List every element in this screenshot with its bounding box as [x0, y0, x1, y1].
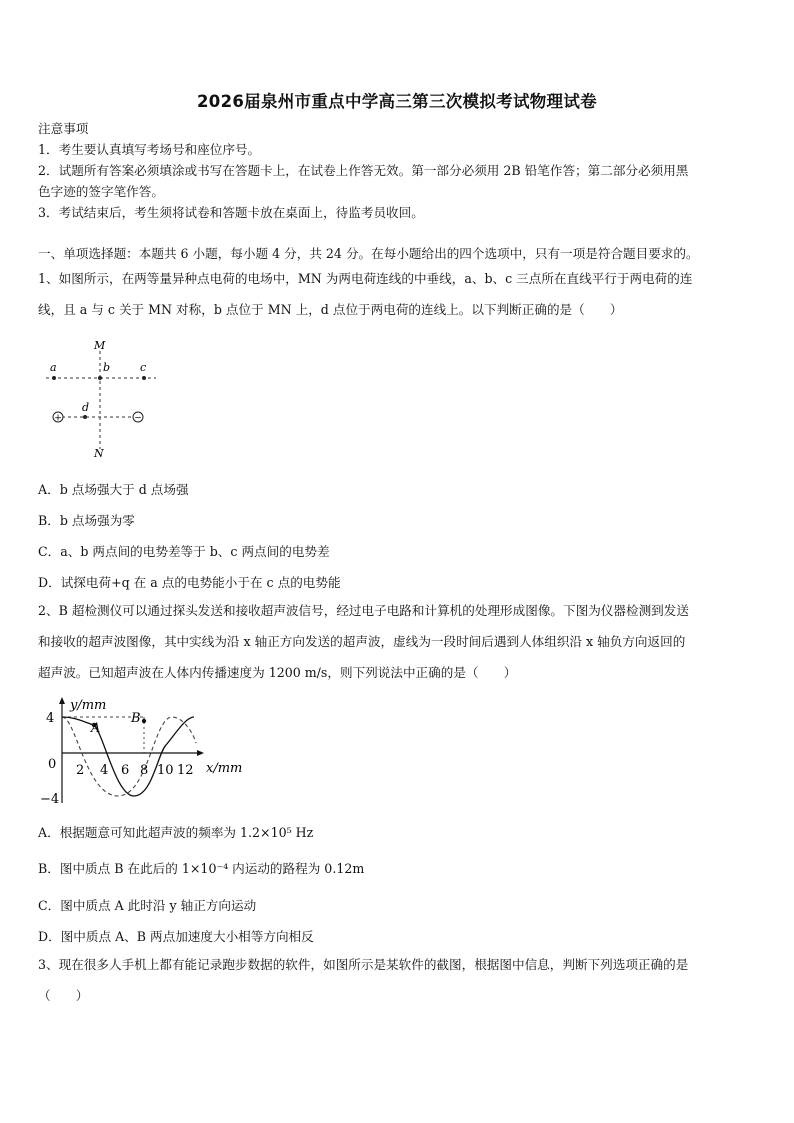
q3-stem-line1: 3、现在很多人手机上都有能记录跑步数据的软件，如图所示是某软件的截图，根据图中信息，判断下列选项正确的是: [38, 957, 689, 972]
label-d: d: [82, 401, 90, 414]
q3-stem-line2: （ ）: [38, 988, 89, 1003]
xtick-6: 6: [121, 763, 130, 778]
label-a: a: [50, 361, 57, 374]
ytick-0: 0: [48, 757, 57, 772]
q2-stem-line3: 超声波。已知超声波在人体内传播速度为 1200 m/s，则下列说法中正确的是（ ）: [38, 665, 517, 680]
q2-option-b[interactable]: B．图中质点 B 在此后的 1×10⁻⁴ 内运动的路程为 0.12m: [38, 861, 365, 876]
xtick-4: 4: [100, 763, 109, 778]
xtick-12: 12: [177, 763, 194, 778]
q1-option-a[interactable]: A．b 点场强大于 d 点场强: [38, 482, 189, 497]
q2-option-c[interactable]: C．图中质点 A 此时沿 y 轴正方向运动: [38, 898, 257, 913]
q1-option-b[interactable]: B．b 点场强为零: [38, 513, 135, 528]
q1-stem-line1: 1、如图所示，在两等量异种点电荷的电场中，MN 为两电荷连线的中垂线，a、b、c 三点所在直线平行于两电荷的连: [38, 271, 693, 286]
xtick-10: 10: [157, 763, 174, 778]
xtick-2: 2: [76, 763, 85, 778]
point-c: [142, 376, 146, 380]
notice-heading: 注意事项: [38, 121, 89, 136]
q2-wave-graph: [36, 695, 251, 807]
point-d: [83, 415, 87, 419]
label-N: N: [94, 447, 104, 460]
plus-sign: +: [54, 413, 62, 424]
sent-wave: [62, 717, 194, 796]
label-b: b: [103, 361, 111, 374]
point-B: [142, 719, 146, 723]
label-B: B: [131, 711, 141, 726]
notice-item-3: 3．考试结束后，考生须将试卷和答题卡放在桌面上，待监考员收回。: [38, 205, 424, 220]
reflected-wave: [62, 717, 196, 796]
y-axis-label: y/mm: [70, 698, 107, 713]
notice-item-2-cont: 色字迹的签字笔作答。: [38, 184, 164, 199]
q1-stem-line2: 线，且 a 与 c 关于 MN 对称，b 点位于 MN 上，d 点位于两电荷的连线上。以下判断正确的是（ ）: [38, 302, 623, 317]
notice-item-1: 1．考生要认真填写考场号和座位序号。: [38, 142, 261, 157]
ytick-4: 4: [46, 711, 55, 726]
point-a: [52, 376, 56, 380]
label-c: c: [140, 361, 147, 374]
q2-option-a[interactable]: A．根据题意可知此超声波的频率为 1.2×10⁵ Hz: [38, 825, 314, 840]
q1-field-figure: [40, 333, 170, 463]
point-b: [98, 376, 102, 380]
notice-item-2: 2．试题所有答案必须填涂或书写在答题卡上，在试卷上作答无效。第一部分必须用 2B 铅笔作答；第二部分必须用黑: [38, 163, 689, 178]
label-M: M: [94, 339, 106, 352]
q2-stem-line1: 2、B 超检测仪可以通过探头发送和接收超声波信号，经过电子电路和计算机的处理形成图像。下图为仪器检测到发送: [38, 603, 689, 618]
x-axis-arrow: [197, 750, 204, 756]
minus-sign: −: [134, 413, 142, 424]
xtick-8: 8: [140, 763, 149, 778]
exam-title: 2026届泉州市重点中学高三第三次模拟考试物理试卷: [197, 92, 597, 111]
q1-option-d[interactable]: D．试探电荷+q 在 a 点的电势能小于在 c 点的电势能: [38, 575, 341, 590]
y-axis-arrow: [59, 697, 65, 704]
section-heading: 一、单项选择题：本题共 6 小题，每小题 4 分，共 24 分。在每小题给出的四个选项中，只有一项是符合题目要求的。: [38, 246, 699, 261]
ytick-neg4: −4: [40, 792, 60, 807]
q1-option-c[interactable]: C．a、b 两点间的电势差等于 b、c 两点间的电势差: [38, 544, 330, 559]
label-A: A: [91, 721, 101, 736]
q2-option-d[interactable]: D．图中质点 A、B 两点加速度大小相等方向相反: [38, 929, 314, 944]
x-axis-label: x/mm: [206, 761, 243, 776]
q2-stem-line2: 和接收的超声波图像，其中实线为沿 x 轴正方向发送的超声波，虚线为一段时间后遇到人体组织沿 x 轴负方向返回的: [38, 634, 686, 649]
